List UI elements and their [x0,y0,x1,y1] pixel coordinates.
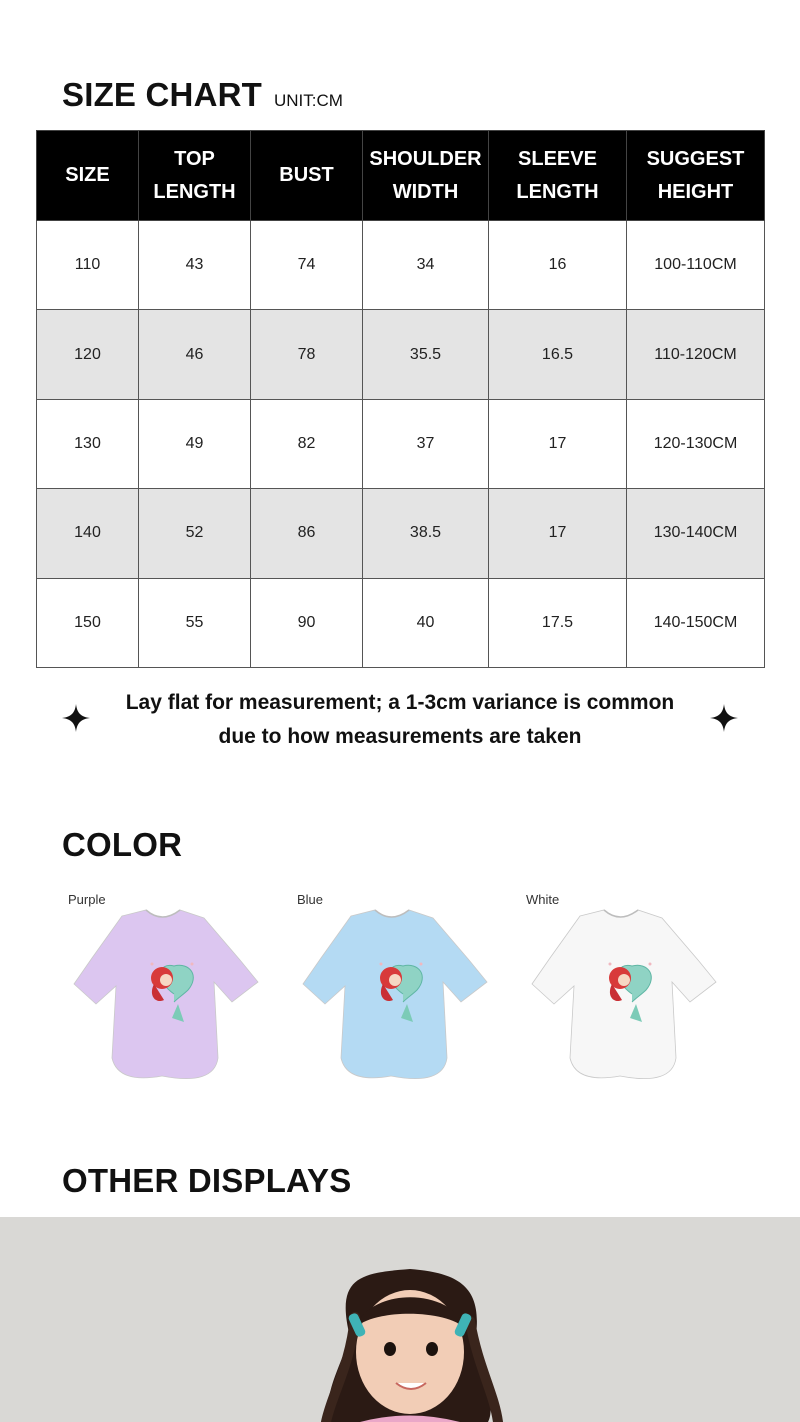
table-cell: 150 [37,578,139,667]
display-photo [0,1217,800,1422]
column-header-line: HEIGHT [657,180,734,203]
color-swatch-label: Purple [68,892,106,907]
size-table-header-row [37,131,765,221]
other-displays-heading: OTHER DISPLAYS [62,1162,352,1199]
column-header-line: WIDTH [392,180,459,203]
four-point-star-icon [62,704,90,732]
table-cell: 78 [251,310,363,399]
column-header-line: BUST [279,164,334,186]
column-header-line: LENGTH [516,180,599,203]
table-cell: 130 [37,399,139,488]
column-header [363,131,489,221]
table-cell: 49 [139,399,251,488]
tshirt-image [62,908,262,1088]
table-cell: 34 [363,221,489,310]
table-cell: 110 [37,221,139,310]
tshirt-image [291,908,491,1088]
table-row [37,578,765,667]
column-header [627,131,765,221]
table-cell: 43 [139,221,251,310]
column-header-line: SLEEVE [518,147,597,170]
table-cell: 86 [251,489,363,578]
table-row [37,221,765,310]
color-swatch-white[interactable] [520,890,730,1090]
table-cell: 17 [489,489,627,578]
table-cell: 120 [37,310,139,399]
measurement-note-line2: due to how measurements are taken [218,725,582,748]
column-header-line: SIZE [65,164,110,186]
table-cell: 35.5 [363,310,489,399]
column-header-line: SHOULDER [369,147,482,170]
unit-label: UNIT:CM [274,91,343,110]
tshirt-image [520,908,720,1088]
measurement-note [100,686,700,754]
table-cell: 38.5 [363,489,489,578]
table-cell: 82 [251,399,363,488]
column-header [251,131,363,221]
size-table-body [37,221,765,668]
table-cell: 140 [37,489,139,578]
four-point-star-icon [710,704,738,732]
table-cell: 16.5 [489,310,627,399]
table-row [37,489,765,578]
table-cell: 55 [139,578,251,667]
table-cell: 40 [363,578,489,667]
table-cell: 100-110CM [627,221,765,310]
column-header [37,131,139,221]
child-model-photo [0,1217,800,1422]
table-cell: 110-120CM [627,310,765,399]
column-header-line: LENGTH [153,180,236,203]
color-swatch-label: White [526,892,560,907]
column-header-line: TOP [174,147,215,170]
color-swatch-purple[interactable] [62,890,272,1090]
table-cell: 37 [363,399,489,488]
table-cell: 16 [489,221,627,310]
size-chart-title: SIZE CHART [62,76,262,113]
table-row [37,310,765,399]
table-cell: 140-150CM [627,578,765,667]
size-table [36,130,765,668]
table-cell: 90 [251,578,363,667]
table-row [37,399,765,488]
color-swatch-blue[interactable] [291,890,501,1090]
table-cell: 46 [139,310,251,399]
table-cell: 17.5 [489,578,627,667]
table-cell: 52 [139,489,251,578]
table-cell: 74 [251,221,363,310]
table-cell: 120-130CM [627,399,765,488]
table-cell: 130-140CM [627,489,765,578]
color-heading: COLOR [62,826,183,863]
measurement-note-line1: Lay flat for measurement; a 1-3cm variance is common [125,691,675,714]
table-cell: 17 [489,399,627,488]
column-header-line: SUGGEST [646,147,745,170]
color-swatch-label: Blue [297,892,324,907]
column-header [139,131,251,221]
column-header [489,131,627,221]
size-chart-heading [62,76,343,114]
